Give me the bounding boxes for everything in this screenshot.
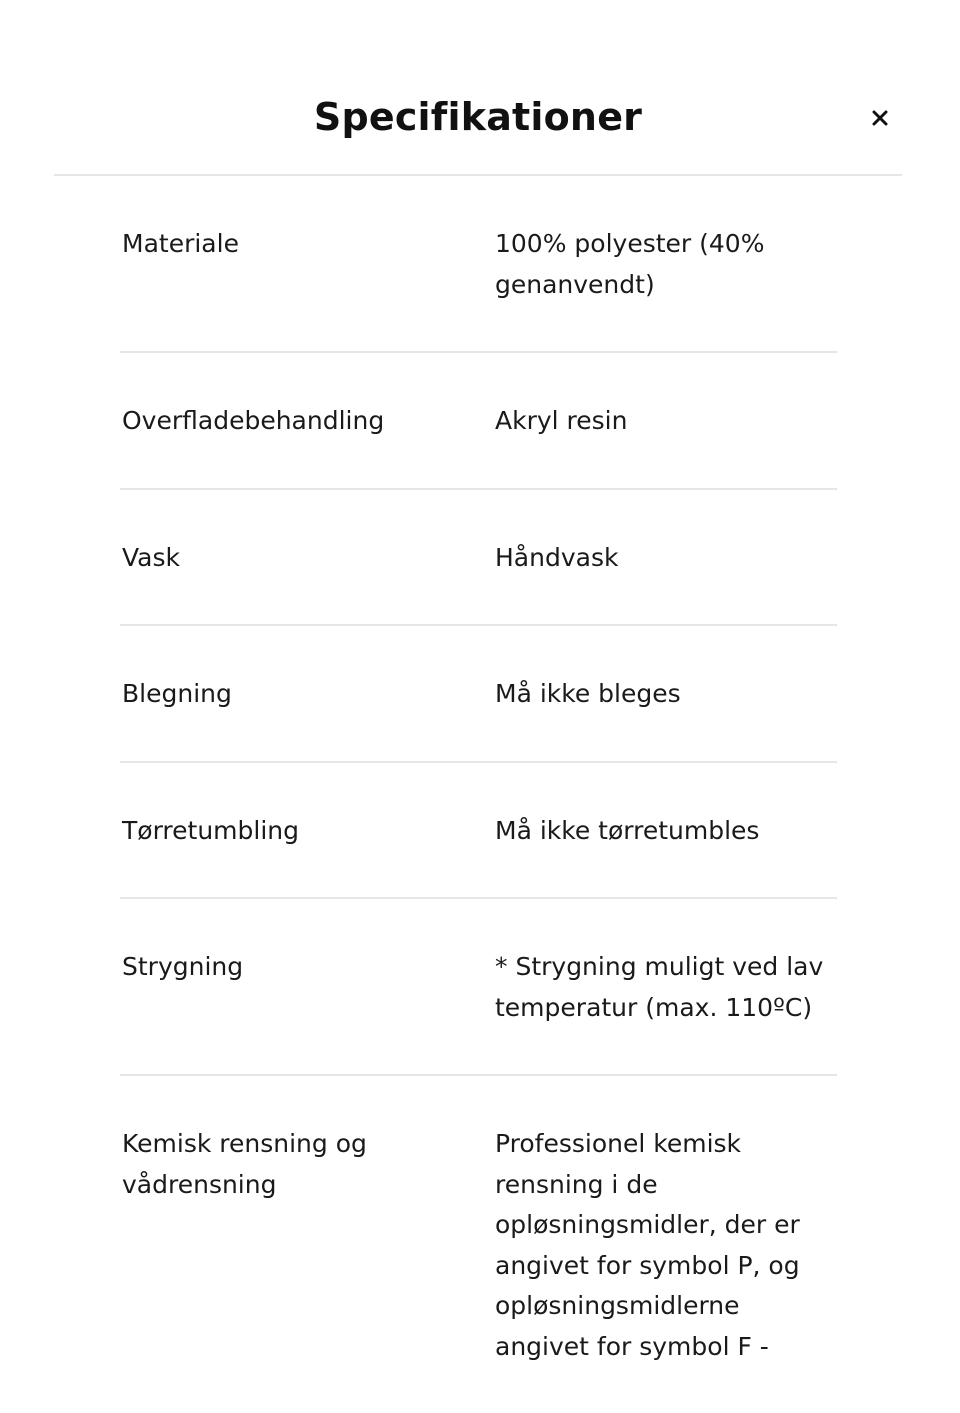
spec-value: Må ikke tørretumbles bbox=[495, 815, 760, 845]
spec-label: Tørretumbling bbox=[122, 815, 299, 845]
spec-row-materiale bbox=[120, 176, 837, 353]
spec-value: Professionel kemisk rensning i de opløsningsmidler, der er angivet for symbol P, og opløsningsmidlerne angivet for symbol F - bbox=[495, 1129, 800, 1361]
spec-row-overfladebehandling bbox=[120, 353, 837, 490]
spec-value: 100% polyester (40% genanvendt) bbox=[495, 229, 765, 299]
spec-row-toerretumbling bbox=[120, 763, 837, 900]
spec-label: Blegning bbox=[122, 679, 232, 708]
modal-header bbox=[54, 0, 902, 176]
spec-value: Må ikke bleges bbox=[495, 679, 681, 708]
spec-row-kemisk-rensning bbox=[120, 1076, 837, 1413]
spec-value: * Strygning muligt ved lav temperatur (max. 110ºC) bbox=[495, 952, 824, 1022]
close-icon bbox=[872, 110, 888, 126]
modal-title: Specifikationer bbox=[313, 95, 643, 139]
spec-label: Kemisk rensning og vådrensning bbox=[122, 1129, 367, 1199]
spec-list bbox=[120, 176, 837, 1413]
close-button[interactable] bbox=[858, 96, 902, 140]
spec-label: Strygning bbox=[122, 952, 244, 981]
spec-row-vask bbox=[120, 490, 837, 627]
spec-value: Håndvask bbox=[495, 542, 619, 572]
spec-value: Akryl resin bbox=[495, 406, 628, 435]
spec-label: Materiale bbox=[122, 229, 239, 258]
spec-label: Overfladebehandling bbox=[122, 406, 385, 435]
spec-label: Vask bbox=[122, 542, 180, 572]
spec-row-blegning bbox=[120, 626, 837, 763]
spec-row-strygning bbox=[120, 899, 837, 1076]
